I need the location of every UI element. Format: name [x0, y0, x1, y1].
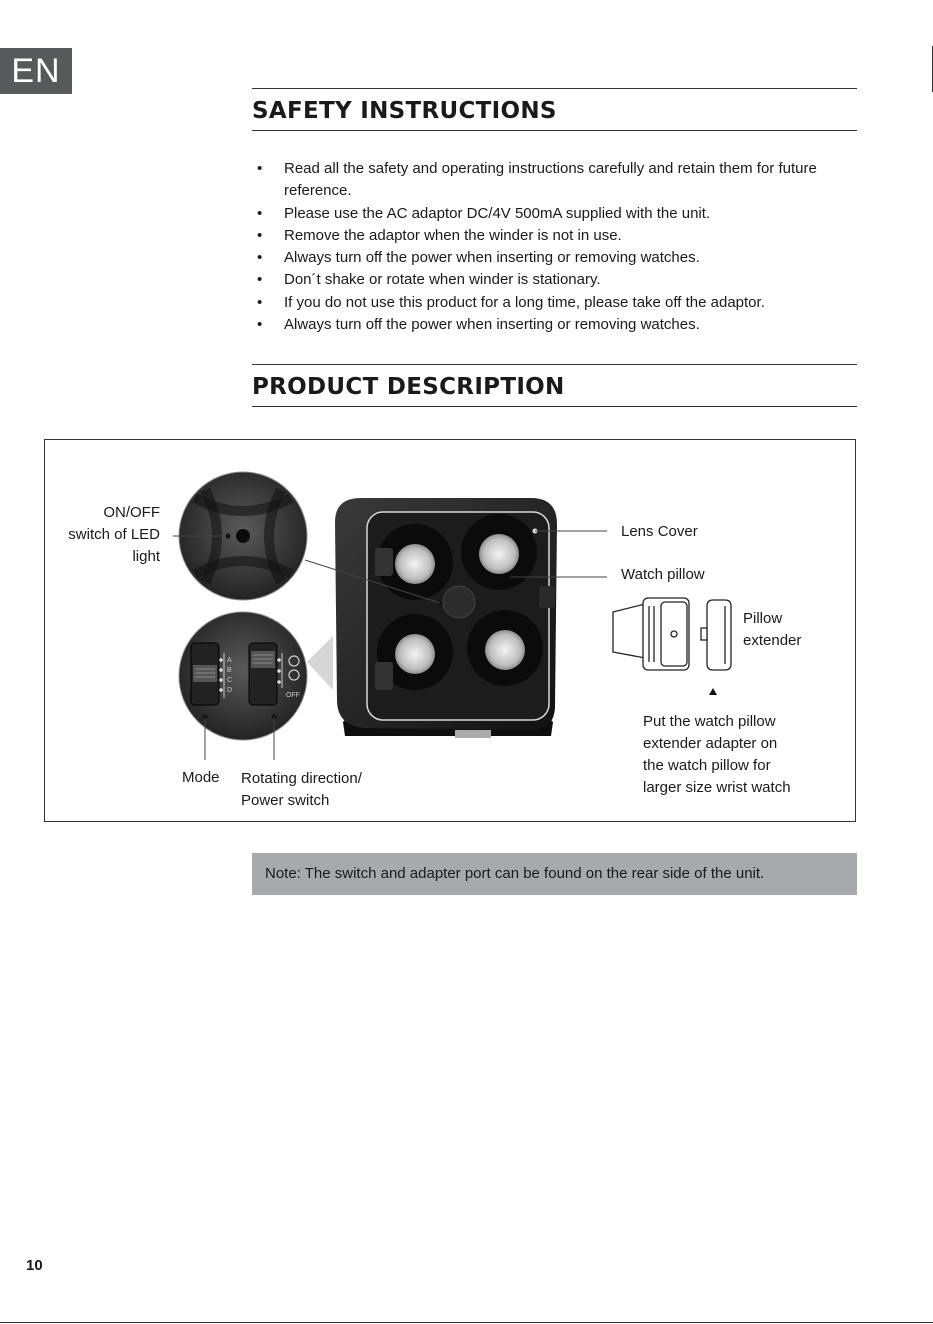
on-off-label-2: switch of LED	[68, 526, 160, 543]
list-item: • Read all the safety and operating instructions carefully and retain them for future reference.	[252, 158, 852, 203]
switch-label-a: A	[227, 657, 232, 664]
pillow-extender-label-2: extender	[743, 632, 802, 649]
product-figure	[44, 439, 856, 822]
safety-list	[252, 158, 852, 336]
put-label-2: extender adapter on	[643, 735, 778, 752]
switch-label-b: B	[227, 667, 232, 674]
product-section-header	[252, 364, 857, 407]
pillow-extender-label-1: Pillow	[743, 610, 783, 627]
mode-label: Mode	[182, 769, 220, 786]
list-item: • Always turn off the power when inserting or removing watches.	[252, 314, 852, 336]
rotating-label-1: Rotating direction/	[241, 770, 362, 787]
led-switch-detail	[173, 472, 307, 600]
switch-label-off: OFF	[286, 692, 300, 699]
put-label-1: Put the watch pillow	[643, 713, 776, 730]
on-off-label-3: light	[132, 548, 160, 565]
bottom-divider	[0, 1322, 933, 1323]
watch-pillow-label: Watch pillow	[621, 566, 705, 583]
switch-label-c: C	[227, 677, 233, 684]
pillow-extender-drawing	[613, 598, 731, 670]
language-tab: EN	[0, 48, 72, 94]
safety-title: SAFETY INSTRUCTIONS	[252, 98, 557, 124]
lens-cover-label: Lens Cover	[621, 523, 698, 540]
rotating-label-2: Power switch	[241, 792, 330, 809]
list-item: • Don´t shake or rotate when winder is stationary.	[252, 269, 852, 291]
page-number: 10	[26, 1257, 43, 1274]
list-item: • Please use the AC adaptor DC/4V 500mA supplied with the unit.	[252, 203, 852, 225]
list-item: • Always turn off the power when inserting or removing watches.	[252, 247, 852, 269]
on-off-label-1: ON/OFF	[103, 504, 160, 521]
watch-winder-unit	[335, 498, 557, 738]
note-box: Note: The switch and adapter port can be found on the rear side of the unit.	[252, 853, 857, 895]
mode-switch-detail	[179, 612, 307, 740]
switch-label-d: D	[227, 687, 233, 694]
list-item: • If you do not use this product for a long time, please take off the adaptor.	[252, 292, 852, 314]
safety-section-header	[252, 88, 857, 131]
list-item: • Remove the adaptor when the winder is not in use.	[252, 225, 852, 247]
product-title: PRODUCT DESCRIPTION	[252, 374, 565, 400]
put-label-4: larger size wrist watch	[643, 779, 791, 796]
put-label-3: the watch pillow for	[643, 757, 771, 774]
